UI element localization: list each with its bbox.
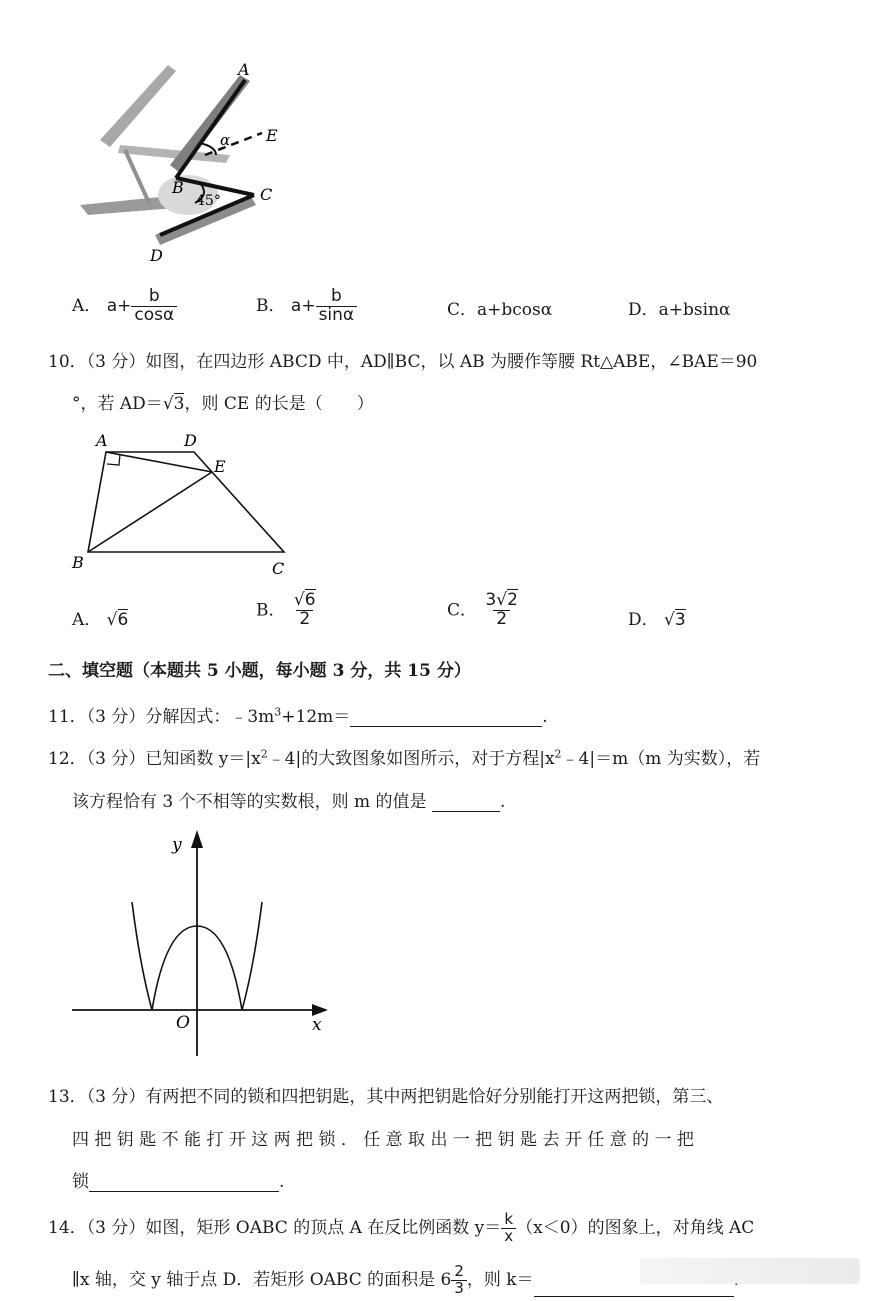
q10-option-b: B． $\frac{√6}{2}$ xyxy=(256,590,316,629)
x-axis-label: x xyxy=(312,1015,322,1035)
label-alpha: α xyxy=(220,131,231,149)
figure-laptop-stand xyxy=(60,55,320,270)
q10-option-c: C． $\frac{3√2}{2}$ xyxy=(447,590,518,629)
origin-label: O xyxy=(176,1013,190,1033)
label-B: B xyxy=(172,178,184,197)
q11-line: 11．（3 分）分解因式：$﹣3m^3+12m=$ . xyxy=(48,705,548,727)
label-B: B xyxy=(72,553,84,572)
q9-option-d: D．a+bsinα xyxy=(628,300,731,320)
watermark-overlay xyxy=(640,1258,860,1284)
label-D: D xyxy=(150,246,163,265)
answer-blank[interactable] xyxy=(350,708,542,727)
q9-option-c: C．a+bcosα xyxy=(447,300,553,320)
q14-line2: ∥x 轴，交 y 轴于点 D．若矩形 OABC 的面积是 6 $\frac{2}{3}$ ，则 k＝ xyxy=(72,1264,739,1297)
label-45: 45° xyxy=(196,193,221,209)
label-D: D xyxy=(184,431,197,450)
y-axis-label: y xyxy=(172,835,182,855)
q10-option-d: D． √3 xyxy=(628,610,686,630)
q13-line2: 四 把 钥 匙 不 能 打 开 这 两 把 锁 ． 任 意 取 出 一 把 钥 匙 去 开 任 意 的 一 把 xyxy=(72,1130,694,1150)
label-C: C xyxy=(272,559,285,578)
stand-photo xyxy=(80,65,256,245)
answer-blank[interactable] xyxy=(432,793,500,812)
segment-be-dashed xyxy=(205,133,262,155)
sqrt-symbol: √ xyxy=(162,394,174,414)
label-E: E xyxy=(266,126,278,145)
q13-line3: 锁 . xyxy=(72,1172,285,1192)
segment-ab xyxy=(176,80,245,178)
right-angle-mark xyxy=(107,454,120,465)
q10-option-a: A． √6 xyxy=(72,610,129,630)
curve-right-branch xyxy=(242,902,262,1010)
curve-left-branch xyxy=(132,902,152,1010)
figure-quadrilateral xyxy=(66,428,306,583)
q10-line2: °，若 AD＝√3，则 CE 的长是（ ） xyxy=(72,394,374,414)
q13-line1: 13．（3 分）有两把不同的锁和四把钥匙，其中两把钥匙恰好分别能打开这两把锁，第三、 xyxy=(48,1087,724,1107)
q9-option-b: B． a+ $\frac{b}{\sin\alpha}$ xyxy=(256,288,357,325)
segment-be xyxy=(88,472,212,552)
q12-line1: 12．（3 分）已知函数 $y=|x^2﹣4|$的大致图象如图所示，对于方程$|x^2﹣4|=m(m$ 为实数），若 xyxy=(48,747,761,769)
q14-line1: 14．（3 分）如图，矩形 OABC 的顶点 A 在反比例函数 y＝ $\frac{k}{x}$ （x＜0）的图象上，对角线 AC xyxy=(48,1210,755,1245)
section-heading: 二、填空题（本题共 5 小题，每小题 3 分，共 15 分） xyxy=(48,661,471,681)
label-A: A xyxy=(238,60,250,79)
graph-abs-x2-minus-4 xyxy=(66,826,346,1066)
y-axis-arrow xyxy=(191,830,203,848)
answer-blank[interactable] xyxy=(89,1173,279,1192)
label-E: E xyxy=(214,457,226,476)
q10-line1: 10．（3 分）如图，在四边形 ABCD 中，AD∥BC，以 AB 为腰作等腰 Rt△ABE，∠BAE＝90 xyxy=(48,352,758,372)
label-C: C xyxy=(260,185,273,204)
label-A: A xyxy=(96,431,108,450)
q12-line2: 该方程恰有 3 个不相等的实数根，则 m 的值是 . xyxy=(72,792,506,812)
q9-option-a: A． a+ $\frac{b}{\cos\alpha}$ xyxy=(72,288,177,325)
